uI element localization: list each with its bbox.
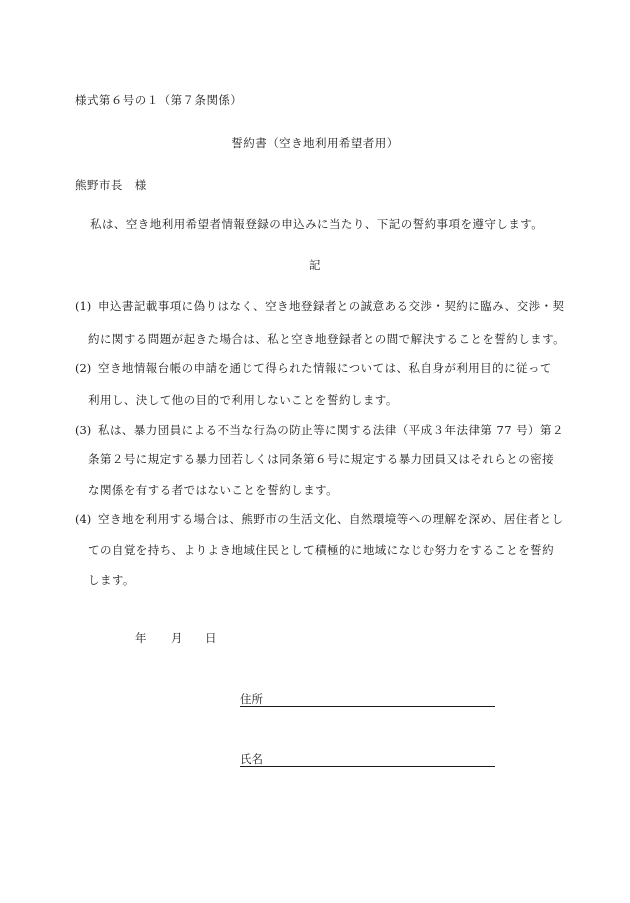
item-number: (4) (75, 512, 92, 526)
address-field (240, 692, 495, 707)
date-day-label: 日 (205, 631, 217, 645)
item-line: 利用し、決して他の目的で利用しないことを誓約します。 (88, 393, 398, 407)
name-label: 氏名 (240, 752, 263, 766)
item-number: (1) (75, 299, 92, 313)
item-number: (2) (75, 361, 92, 375)
item-line: 私は、暴力団員による不当な行為の防止等に関する法律（平成３年法律第 77 号）第２ (98, 423, 564, 437)
document-title: 誓約書（空き地利用希望者用） (231, 136, 399, 150)
item-line: 条第２号に規定する暴力団若しくは同条第６号に規定する暴力団員又はそれらとの密接 (88, 452, 555, 466)
item-line: 申込書記載事項に偽りはなく、空き地登録者との誠意ある交渉・契約に臨み、交渉・契 (98, 299, 565, 313)
item-line: 約に関する問題が起きた場合は、私と空き地登録者との間で解決することを誓約します。 (88, 332, 566, 346)
item-line: します。 (88, 573, 135, 587)
item-line: 空き地情報台帳の申請を通じて得られた情報については、私自身が利用目的に従って (98, 361, 552, 375)
item-number: (3) (75, 423, 92, 437)
item-line: ての自覚を持ち、よりよき地域住民として積極的に地域になじむ努力をすることを誓約 (88, 543, 555, 557)
ki-heading: 記 (309, 258, 321, 272)
form-number: 様式第６号の１（第７条関係） (75, 93, 243, 107)
item-line: 空き地を利用する場合は、熊野市の生活文化、自然環境等への理解を深め、居住者とし (98, 512, 564, 526)
intro-paragraph: 私は、空き地利用希望者情報登録の申込みに当たり、下記の誓約事項を遵守します。 (90, 217, 544, 231)
address-label: 住所 (240, 692, 263, 706)
name-field (240, 752, 495, 767)
date-month-label: 月 (171, 631, 183, 645)
addressee: 熊野市長 様 (75, 178, 147, 192)
item-line: な関係を有する者ではないことを誓約します。 (88, 483, 339, 497)
date-year-label: 年 (135, 631, 147, 645)
